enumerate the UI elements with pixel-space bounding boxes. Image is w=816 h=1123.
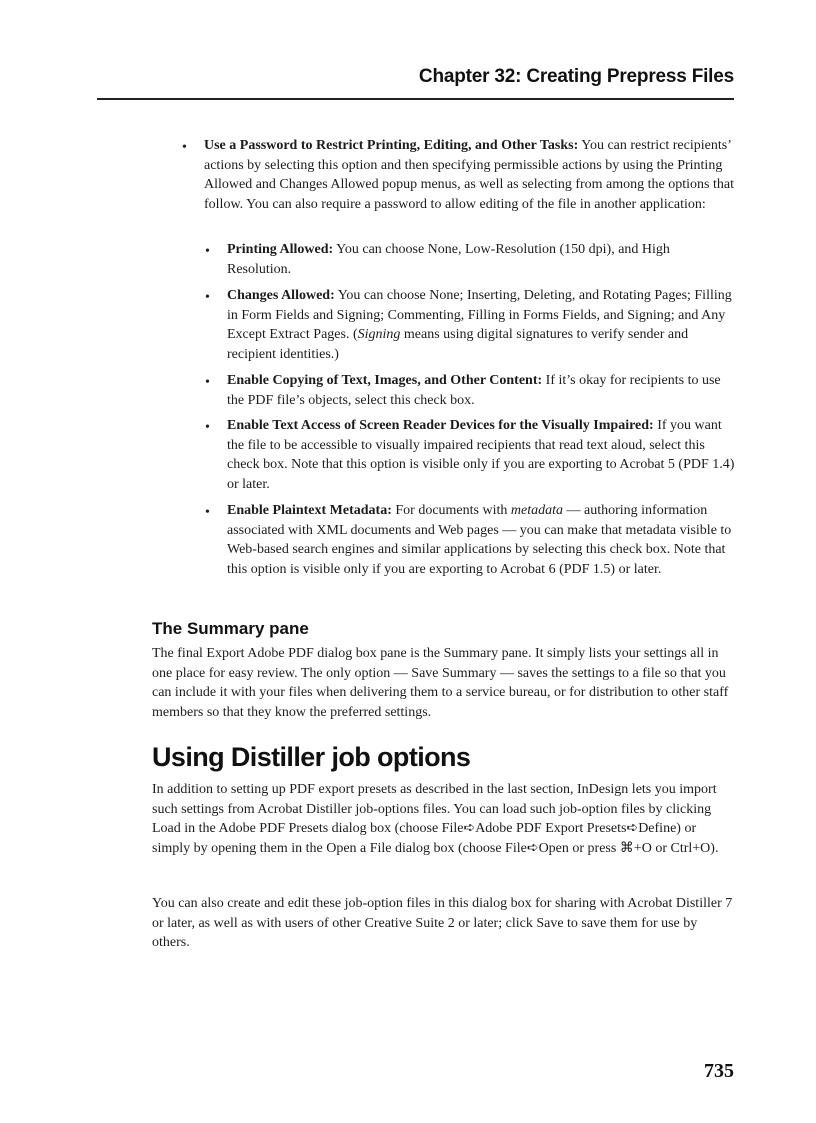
sublist-item-metadata: [205, 501, 736, 579]
sublist-item-italic: Signing: [357, 327, 401, 343]
sublist-item-italic: metadata: [510, 503, 563, 518]
list-item-title: Use a Password to Restrict Printing, Editing, and Other Tasks:: [204, 138, 579, 153]
bullet-icon: •: [205, 244, 210, 259]
sublist-item-screen-reader: [205, 416, 736, 494]
bullet-icon: •: [182, 140, 187, 155]
list-item-text: You can restrict recipients’ actions by selecting this option and then specifying permissible actions by using the Printing Allowed and Changes Allowed popup menus, as well as selecting from among the options that follow. You can also require a password to allow editing of the file in another application:: [204, 138, 734, 212]
distiller-paragraph-1: In addition to setting up PDF export presets as described in the last section, InDesign lets you import such settings from Acrobat Distiller job-options files. You can load such job-option files by clicking Load in the Adobe PDF Presets dialog box (choose File➪Adobe PDF Export Presets➪Define) or simply by opening them in the Open a File dialog box (choose File➪Open or press ⌘+O or Ctrl+O).: [152, 782, 719, 856]
bullet-icon: •: [205, 290, 210, 305]
sublist-item-copying: [205, 371, 736, 410]
page-number: 735: [704, 1060, 734, 1082]
bullet-icon: •: [205, 505, 210, 520]
sublist-item-title: Printing Allowed:: [227, 242, 334, 257]
bullet-icon: •: [205, 420, 210, 435]
distiller-paragraph-2: You can also create and edit these job-option files in this dialog box for sharing with Acrobat Distiller 7 or later, as well as with users of other Creative Suite 2 or later; click Save to save them for use by others.: [152, 896, 733, 951]
sublist-item-title: Enable Text Access of Screen Reader Devices for the Visually Impaired:: [227, 418, 654, 433]
chapter-title: Chapter 32: Creating Prepress Files: [418, 66, 734, 87]
bullet-icon: •: [205, 375, 210, 390]
sublist-item-text: You can choose None, Low-Resolution (150 dpi), and High Resolution.: [227, 242, 670, 277]
sublist-item-text-cont: — authoring information associated with XML documents and Web pages — you can make that metadata visible to Web-based search engines and similar applications by selecting this check box. Note that this option is visible only if you are exporting to Acrobat 6 (PDF 1.5) or later.: [227, 503, 732, 577]
sublist-item-printing: [205, 240, 736, 279]
sublist-item-changes: [205, 286, 736, 364]
list-item-password: [182, 136, 736, 214]
sublist-item-text: If it’s okay for recipients to use the PDF file’s objects, select this check box.: [227, 373, 721, 408]
sublist-item-title: Enable Plaintext Metadata:: [227, 503, 392, 518]
summary-paragraph: The final Export Adobe PDF dialog box pane is the Summary pane. It simply lists your settings all in one place for easy review. The only option — Save Summary — saves the settings to a file so that you can include it with your files when delivering them to a service bureau, or for distribution to other staff members so that they know the preferred settings.: [152, 646, 729, 720]
sublist-item-title: Enable Copying of Text, Images, and Other Content:: [227, 373, 543, 388]
sublist-item-text: If you want the file to be accessible to visually impaired recipients that read text aloud, select this check box. Note that this option is visible only if you are exporting to Acrobat 5 (PDF 1.4) or later.: [227, 418, 735, 492]
sublist-item-title: Changes Allowed:: [227, 288, 335, 303]
section-heading-distiller: Using Distiller job options: [152, 742, 471, 772]
sublist-item-text: You can choose None; Inserting, Deleting, and Rotating Pages; Filling in Form Fields and Signing; Commenting, Filling in Forms Fields, and Signing; and Any Except Extract Pages. (: [227, 288, 732, 343]
running-header: [97, 64, 734, 100]
sublist-item-text: For documents with: [391, 503, 511, 518]
sublist-item-text-cont: means using digital signatures to verify sender and recipient identities.): [227, 327, 689, 362]
section-heading-summary: The Summary pane: [152, 619, 309, 638]
